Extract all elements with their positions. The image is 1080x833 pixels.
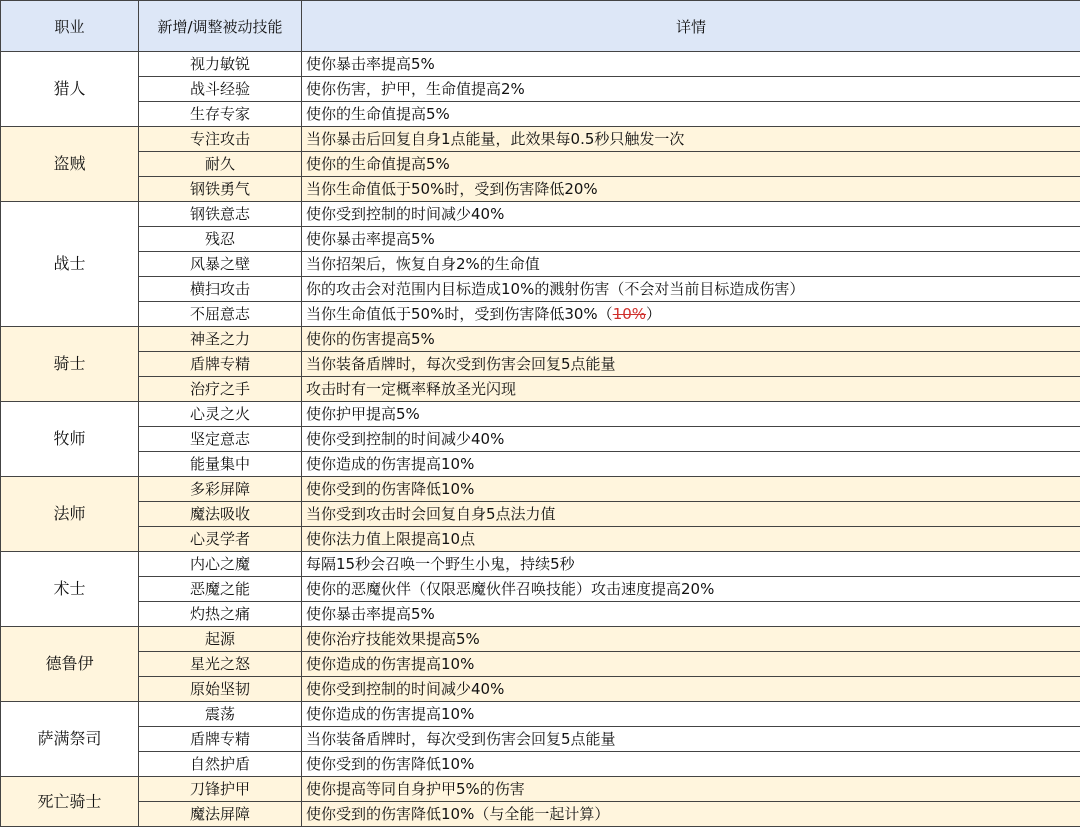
detail-text: 使你造成的伤害提高10% <box>306 655 475 673</box>
skill-cell: 生存专家 <box>139 102 302 127</box>
table-row <box>1 452 1080 477</box>
skill-cell: 起源 <box>139 627 302 652</box>
table-row <box>1 427 1080 452</box>
detail-cell <box>302 627 1080 652</box>
table-row <box>1 202 1080 227</box>
detail-text: 当你招架后，恢复自身2%的生命值 <box>306 255 540 273</box>
skill-cell: 残忍 <box>139 227 302 252</box>
detail-cell <box>302 302 1080 327</box>
skill-cell: 专注攻击 <box>139 127 302 152</box>
table-row <box>1 727 1080 752</box>
detail-cell <box>302 227 1080 252</box>
table-row <box>1 377 1080 402</box>
skill-cell: 战斗经验 <box>139 77 302 102</box>
detail-text: 使你暴击率提高5% <box>306 605 435 623</box>
skill-cell: 自然护盾 <box>139 752 302 777</box>
skill-cell: 耐久 <box>139 152 302 177</box>
table-row <box>1 752 1080 777</box>
skill-cell: 盾牌专精 <box>139 727 302 752</box>
table-row <box>1 102 1080 127</box>
table-row <box>1 477 1080 502</box>
detail-text: 当你生命值低于50%时，受到伤害降低30%（ <box>306 305 613 323</box>
table-row <box>1 552 1080 577</box>
detail-text: 当你装备盾牌时，每次受到伤害会回复5点能量 <box>306 730 616 748</box>
detail-text: 使你的生命值提高5% <box>306 105 450 123</box>
class-cell: 战士 <box>1 202 139 327</box>
skill-cell: 神圣之力 <box>139 327 302 352</box>
detail-cell <box>302 177 1080 202</box>
detail-text: 每隔15秒会召唤一个野生小鬼，持续5秒 <box>306 555 575 573</box>
detail-text: 使你受到控制的时间减少40% <box>306 430 505 448</box>
table-row <box>1 777 1080 802</box>
skill-cell: 横扫攻击 <box>139 277 302 302</box>
table-row <box>1 627 1080 652</box>
detail-cell <box>302 602 1080 627</box>
table-row <box>1 127 1080 152</box>
table-row <box>1 577 1080 602</box>
table-row <box>1 402 1080 427</box>
skill-cell: 星光之怒 <box>139 652 302 677</box>
detail-text: 使你受到的伤害降低10% <box>306 755 475 773</box>
detail-cell <box>302 352 1080 377</box>
class-cell: 牧师 <box>1 402 139 477</box>
detail-text: 使你受到的伤害降低10%（与全能一起计算） <box>306 805 610 823</box>
table-row <box>1 652 1080 677</box>
detail-cell <box>302 127 1080 152</box>
detail-cell <box>302 427 1080 452</box>
class-cell: 德鲁伊 <box>1 627 139 702</box>
detail-cell <box>302 502 1080 527</box>
class-cell: 萨满祭司 <box>1 702 139 777</box>
detail-cell <box>302 552 1080 577</box>
table-row <box>1 177 1080 202</box>
detail-cell <box>302 77 1080 102</box>
detail-cell <box>302 727 1080 752</box>
table-row <box>1 677 1080 702</box>
class-cell: 法师 <box>1 477 139 552</box>
detail-cell <box>302 577 1080 602</box>
detail-text: 使你受到的伤害降低10% <box>306 480 475 498</box>
skill-cell: 坚定意志 <box>139 427 302 452</box>
table-row <box>1 52 1080 77</box>
class-cell: 死亡骑士 <box>1 777 139 827</box>
table-row <box>1 527 1080 552</box>
detail-cell <box>302 452 1080 477</box>
detail-cell <box>302 777 1080 802</box>
detail-cell <box>302 152 1080 177</box>
skill-cell: 盾牌专精 <box>139 352 302 377</box>
skill-cell: 心灵之火 <box>139 402 302 427</box>
skill-cell: 魔法吸收 <box>139 502 302 527</box>
table-row <box>1 302 1080 327</box>
struck-old-value: 10% <box>612 305 647 323</box>
detail-cell <box>302 102 1080 127</box>
detail-text: 使你的伤害提高5% <box>306 330 435 348</box>
table-row <box>1 152 1080 177</box>
detail-cell <box>302 402 1080 427</box>
skill-cell: 震荡 <box>139 702 302 727</box>
header-class: 职业 <box>1 1 139 52</box>
table-row <box>1 352 1080 377</box>
detail-text: 使你护甲提高5% <box>306 405 420 423</box>
detail-cell <box>302 202 1080 227</box>
class-cell: 术士 <box>1 552 139 627</box>
table-row <box>1 227 1080 252</box>
skill-cell: 钢铁勇气 <box>139 177 302 202</box>
table-body <box>1 52 1080 827</box>
table-row <box>1 277 1080 302</box>
table-row <box>1 77 1080 102</box>
header-row <box>1 1 1080 52</box>
detail-text: 当你生命值低于50%时，受到伤害降低20% <box>306 180 598 198</box>
detail-text: 攻击时有一定概率释放圣光闪现 <box>306 380 517 398</box>
table-row <box>1 602 1080 627</box>
detail-text-end: ） <box>646 305 662 323</box>
skill-cell: 心灵学者 <box>139 527 302 552</box>
skill-cell: 原始坚韧 <box>139 677 302 702</box>
detail-cell <box>302 752 1080 777</box>
skill-cell: 风暴之壁 <box>139 252 302 277</box>
skill-cell: 灼热之痛 <box>139 602 302 627</box>
detail-text: 使你受到控制的时间减少40% <box>306 205 505 223</box>
detail-text: 当你装备盾牌时，每次受到伤害会回复5点能量 <box>306 355 616 373</box>
skill-cell: 多彩屏障 <box>139 477 302 502</box>
class-cell: 骑士 <box>1 327 139 402</box>
table-row <box>1 802 1080 827</box>
detail-text: 使你受到控制的时间减少40% <box>306 680 505 698</box>
detail-text: 使你提高等同自身护甲5%的伤害 <box>306 780 525 798</box>
detail-cell <box>302 702 1080 727</box>
detail-text: 你的攻击会对范围内目标造成10%的溅射伤害（不会对当前目标造成伤害） <box>306 280 805 298</box>
detail-text: 使你伤害，护甲，生命值提高2% <box>306 80 525 98</box>
header-skill: 新增/调整被动技能 <box>139 1 302 52</box>
detail-text: 当你受到攻击时会回复自身5点法力值 <box>306 505 556 523</box>
detail-text: 当你暴击后回复自身1点能量，此效果每0.5秒只触发一次 <box>306 130 685 148</box>
skill-cell: 刀锋护甲 <box>139 777 302 802</box>
detail-text: 使你的生命值提高5% <box>306 155 450 173</box>
detail-cell <box>302 377 1080 402</box>
skill-cell: 能量集中 <box>139 452 302 477</box>
detail-text: 使你暴击率提高5% <box>306 55 435 73</box>
detail-cell <box>302 477 1080 502</box>
detail-text: 使你的恶魔伙伴（仅限恶魔伙伴召唤技能）攻击速度提高20% <box>306 580 715 598</box>
skill-cell: 魔法屏障 <box>139 802 302 827</box>
table-row <box>1 502 1080 527</box>
skill-cell: 钢铁意志 <box>139 202 302 227</box>
skill-cell: 恶魔之能 <box>139 577 302 602</box>
skill-cell: 视力敏锐 <box>139 52 302 77</box>
class-cell: 盗贼 <box>1 127 139 202</box>
table-row <box>1 702 1080 727</box>
table-row <box>1 252 1080 277</box>
detail-text: 使你造成的伤害提高10% <box>306 705 475 723</box>
class-cell: 猎人 <box>1 52 139 127</box>
detail-cell <box>302 327 1080 352</box>
detail-cell <box>302 277 1080 302</box>
skill-cell: 治疗之手 <box>139 377 302 402</box>
header-detail: 详情 <box>302 1 1080 52</box>
detail-text: 使你治疗技能效果提高5% <box>306 630 480 648</box>
detail-cell <box>302 252 1080 277</box>
detail-text: 使你暴击率提高5% <box>306 230 435 248</box>
detail-cell <box>302 802 1080 827</box>
detail-cell <box>302 677 1080 702</box>
skill-cell: 内心之魔 <box>139 552 302 577</box>
detail-cell <box>302 527 1080 552</box>
detail-cell <box>302 652 1080 677</box>
skill-cell: 不屈意志 <box>139 302 302 327</box>
detail-cell <box>302 52 1080 77</box>
table-row <box>1 327 1080 352</box>
detail-text: 使你造成的伤害提高10% <box>306 455 475 473</box>
detail-text: 使你法力值上限提高10点 <box>306 530 476 548</box>
